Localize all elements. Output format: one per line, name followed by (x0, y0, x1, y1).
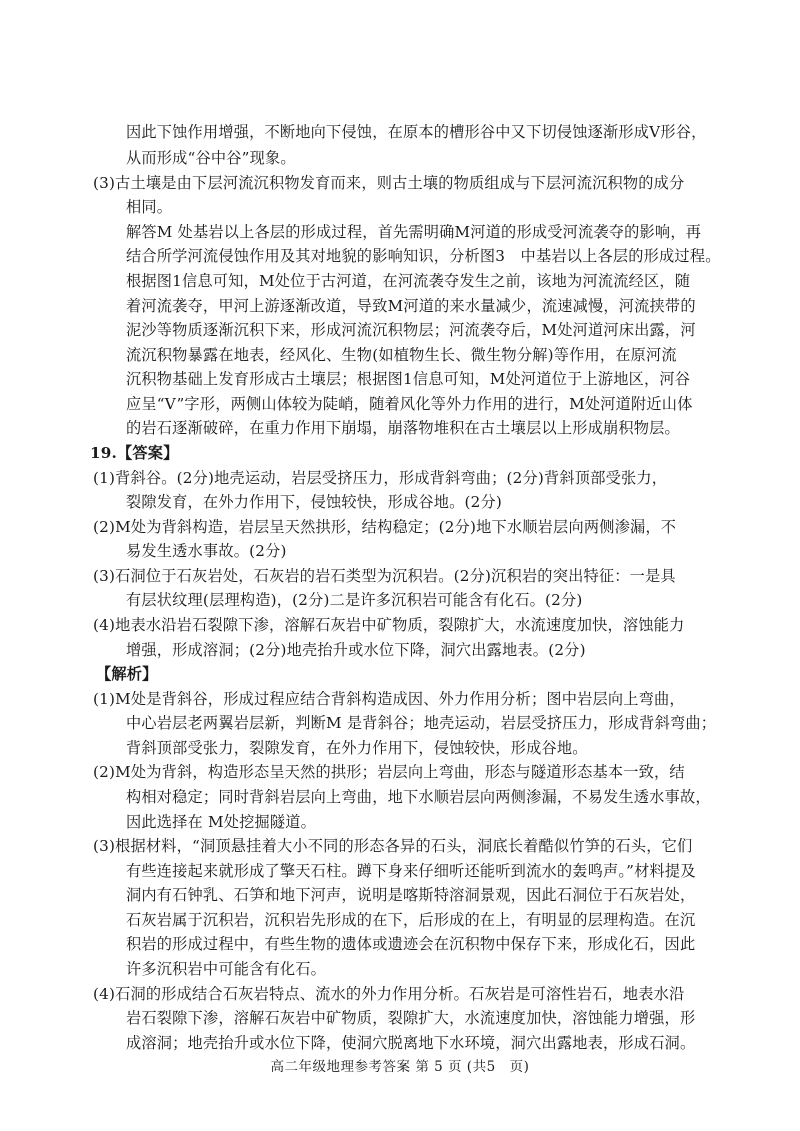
text-line: 从而形成“谷中谷”现象。 (126, 149, 296, 167)
text-line: 着河流袭夺，甲河上游逐渐改道，导致M河道的来水量减少，流速减慢，河流挟带的 (126, 297, 696, 315)
section-heading-answer: 19.【答案】 (90, 444, 179, 462)
text-line: 结合所学河流侵蚀作用及其对地貌的影响知识，分析图3 中基岩以上各层的形成过程。 (126, 247, 721, 265)
text-line: (3)石洞位于石灰岩处，石灰岩的岩石类型为沉积岩。(2分)沉积岩的突出特征：一是具 (93, 567, 676, 585)
text-line: (3)古土壤是由下层河流沉积物发育而来，则古土壤的物质组成与下层河流沉积物的成分 (93, 174, 685, 192)
text-line: 岩石裂隙下渗，溶解石灰岩中矿物质，裂隙扩大，水流速度加快，溶蚀能力增强，形 (126, 1009, 696, 1027)
text-line: 因此下蚀作用增强，不断地向下侵蚀，在原本的槽形谷中又下切侵蚀逐渐形成V形谷， (126, 123, 707, 141)
text-line: 因此选择在 M处挖掘隧道。 (126, 813, 317, 831)
text-line: 沉积物基础上发育形成古土壤层；根据图1信息可知，M处河道位于上游地区，河谷 (126, 370, 691, 388)
page-footer: 高二年级地理参考答案 第 5 页 (共5 页) (270, 1059, 530, 1075)
text-line: 的岩石逐渐破碎，在重力作用下崩塌，崩落物堆积在古土壤层以上形成崩积物层。 (126, 419, 680, 437)
text-line: 裂隙发育，在外力作用下，侵蚀较快，形成谷地。(2分) (126, 493, 503, 511)
text-line: 构相对稳定；同时背斜岩层向上弯曲，地下水顺岩层向两侧渗漏，不易发生透水事故， (126, 788, 711, 806)
text-line: (1)M处是背斜谷，形成过程应结合背斜构造成因、外力作用分析；图中岩层向上弯曲， (93, 690, 685, 708)
text-line: 相同。 (126, 198, 173, 216)
text-line: 有层状纹理(层理构造)，(2分)二是许多沉积岩可能含有化石。(2分) (126, 591, 583, 609)
text-line: 增强，形成溶洞；(2分)地壳抬升或水位下降，洞穴出露地表。(2分) (126, 641, 586, 659)
text-line: (1)背斜谷。(2分)地壳运动，岩层受挤压力，形成背斜弯曲；(2分)背斜顶部受张力， (93, 469, 668, 487)
section-heading-analysis: 【解析】 (96, 665, 158, 683)
text-line: 中心岩层老两翼岩层新，判断M 是背斜谷；地壳运动，岩层受挤压力，形成背斜弯曲； (126, 714, 717, 732)
text-line: (4)石洞的形成结合石灰岩特点、流水的外力作用分析。石灰岩是可溶性岩石，地表水沿 (93, 985, 685, 1003)
text-line: (2)M处为背斜，构造形态呈天然的拱形；岩层向上弯曲，形态与隧道形态基本一致，结 (93, 763, 685, 781)
text-line: 易发生透水事故。(2分) (126, 542, 287, 560)
text-line: 解答M 处基岩以上各层的形成过程，首先需明确M河道的形成受河流袭夺的影响，再 (126, 223, 702, 241)
text-line: 有些连接起来就形成了擎天石柱。蹲下身来仔细听还能听到流水的轰鸣声。”材料提及 (126, 862, 696, 880)
text-line: (4)地表水沿岩石裂隙下渗，溶解石灰岩中矿物质，裂隙扩大，水流速度加快，溶蚀能力 (93, 616, 685, 634)
text-line: 背斜顶部受张力，裂隙发育，在外力作用下，侵蚀较快，形成谷地。 (126, 739, 588, 757)
text-line: 许多沉积岩中可能含有化石。 (126, 960, 327, 978)
text-line: 积岩的形成过程中，有些生物的遗体或遗迹会在沉积物中保存下来，形成化石，因此 (126, 935, 696, 953)
text-line: 泥沙等物质逐渐沉积下来，形成河流沉积物层；河流袭夺后，M处河道河床出露，河 (126, 321, 696, 339)
text-line: (2)M处为背斜构造，岩层呈天然拱形，结构稳定；(2分)地下水顺岩层向两侧渗漏，不 (93, 518, 677, 536)
text-line: 成溶洞；地壳抬升或水位下降，使洞穴脱离地下水环境，洞穴出露地表，形成石洞。 (126, 1034, 696, 1052)
text-line: 洞内有石钟乳、石笋和地下河声，说明是喀斯特溶洞景观，因此石洞位于石灰岩处， (126, 886, 696, 904)
text-line: 石灰岩属于沉积岩，沉积岩先形成的在下，后形成的在上，有明显的层理构造。在沉 (126, 911, 696, 929)
text-line: (3)根据材料，“洞顶悬挂着大小不同的形态各异的石头，洞底长着酷似竹笋的石头，它们 (93, 837, 693, 855)
text-line: 根据图1信息可知，M处位于古河道，在河流袭夺发生之前，该地为河流流经区，随 (126, 272, 691, 290)
text-line: 应呈“V”字形，两侧山体较为陡峭，随着风化等外力作用的进行，M处河道附近山体 (126, 395, 693, 413)
text-line: 流沉积物暴露在地表，经风化、生物(如植物生长、微生物分解)等作用，在原河流 (126, 346, 677, 364)
